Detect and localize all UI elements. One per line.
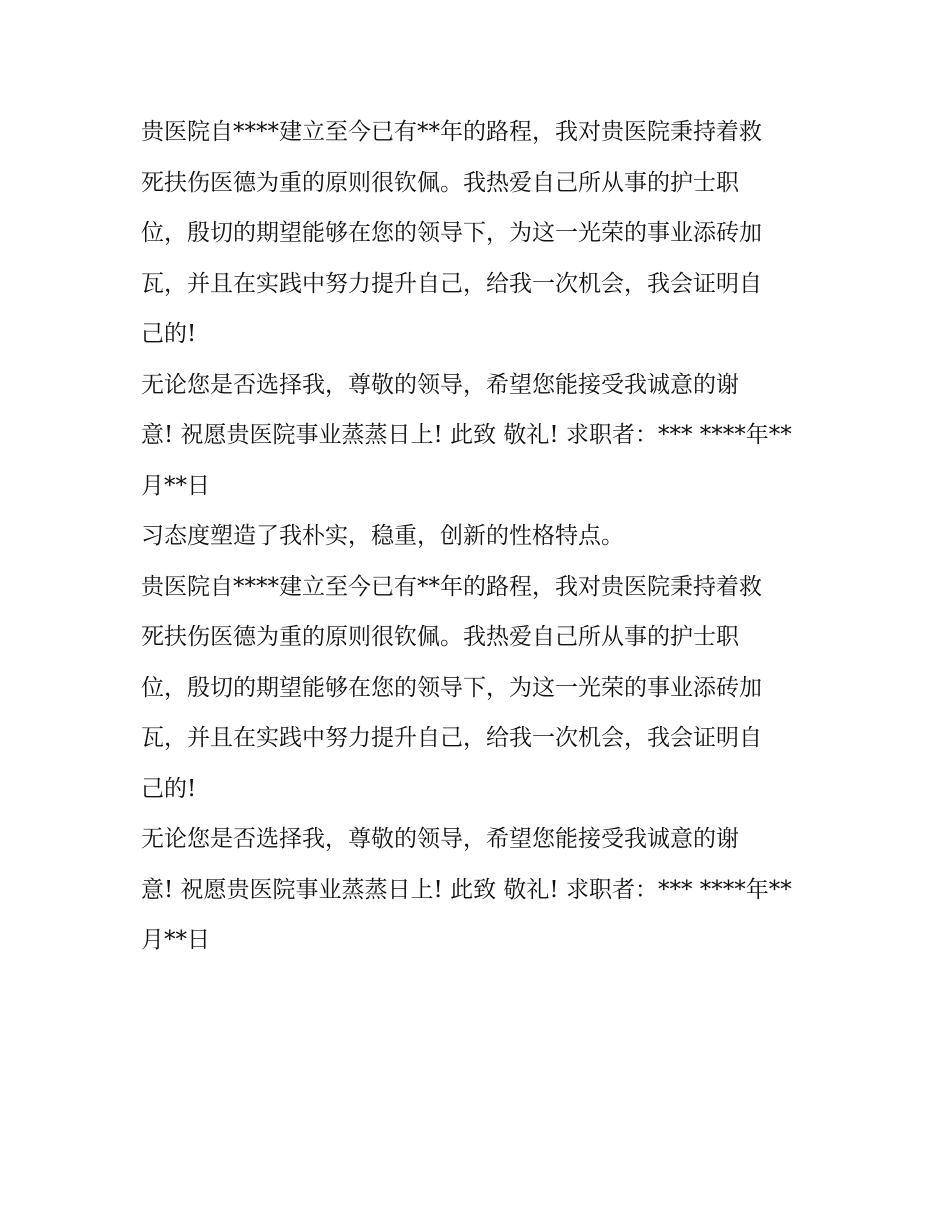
text-line: 习态度塑造了我朴实，稳重，创新的性格特点。 bbox=[141, 523, 624, 549]
text-line: 己的! bbox=[141, 321, 197, 347]
text-line: 死扶伤医德为重的原则很钦佩。我热爱自己所从事的护士职 bbox=[141, 169, 739, 196]
text-line: 贵医院自****建立至今已有**年的路程，我对贵医院秉持着救 bbox=[141, 573, 762, 600]
text-line: 月**日 bbox=[141, 927, 210, 953]
text-line: 贵医院自****建立至今已有**年的路程，我对贵医院秉持着救 bbox=[141, 119, 762, 145]
text-line: 瓦，并且在实践中努力提升自己，给我一次机会，我会证明自 bbox=[141, 725, 762, 751]
text-line: 无论您是否选择我，尊敬的领导，希望您能接受我诚意的谢 bbox=[141, 371, 739, 398]
text-line: 无论您是否选择我，尊敬的领导，希望您能接受我诚意的谢 bbox=[141, 826, 739, 852]
text-line: 死扶伤医德为重的原则很钦佩。我热爱自己所从事的护士职 bbox=[141, 624, 739, 650]
text-line: 己的! bbox=[141, 775, 197, 802]
text-line: 瓦，并且在实践中努力提升自己，给我一次机会，我会证明自 bbox=[141, 270, 762, 297]
text-line: 意! 祝愿贵医院事业蒸蒸日上! 此致 敬礼! 求职者：*** ****年** bbox=[141, 422, 792, 448]
text-line: 位，殷切的期望能够在您的领导下，为这一光荣的事业添砖加 bbox=[141, 674, 762, 701]
text-line: 意! 祝愿贵医院事业蒸蒸日上! 此致 敬礼! 求职者：*** ****年** bbox=[141, 876, 792, 903]
text-line: 月**日 bbox=[141, 472, 210, 499]
text-line: 位，殷切的期望能够在您的领导下，为这一光荣的事业添砖加 bbox=[141, 220, 762, 246]
document-body bbox=[141, 107, 821, 966]
